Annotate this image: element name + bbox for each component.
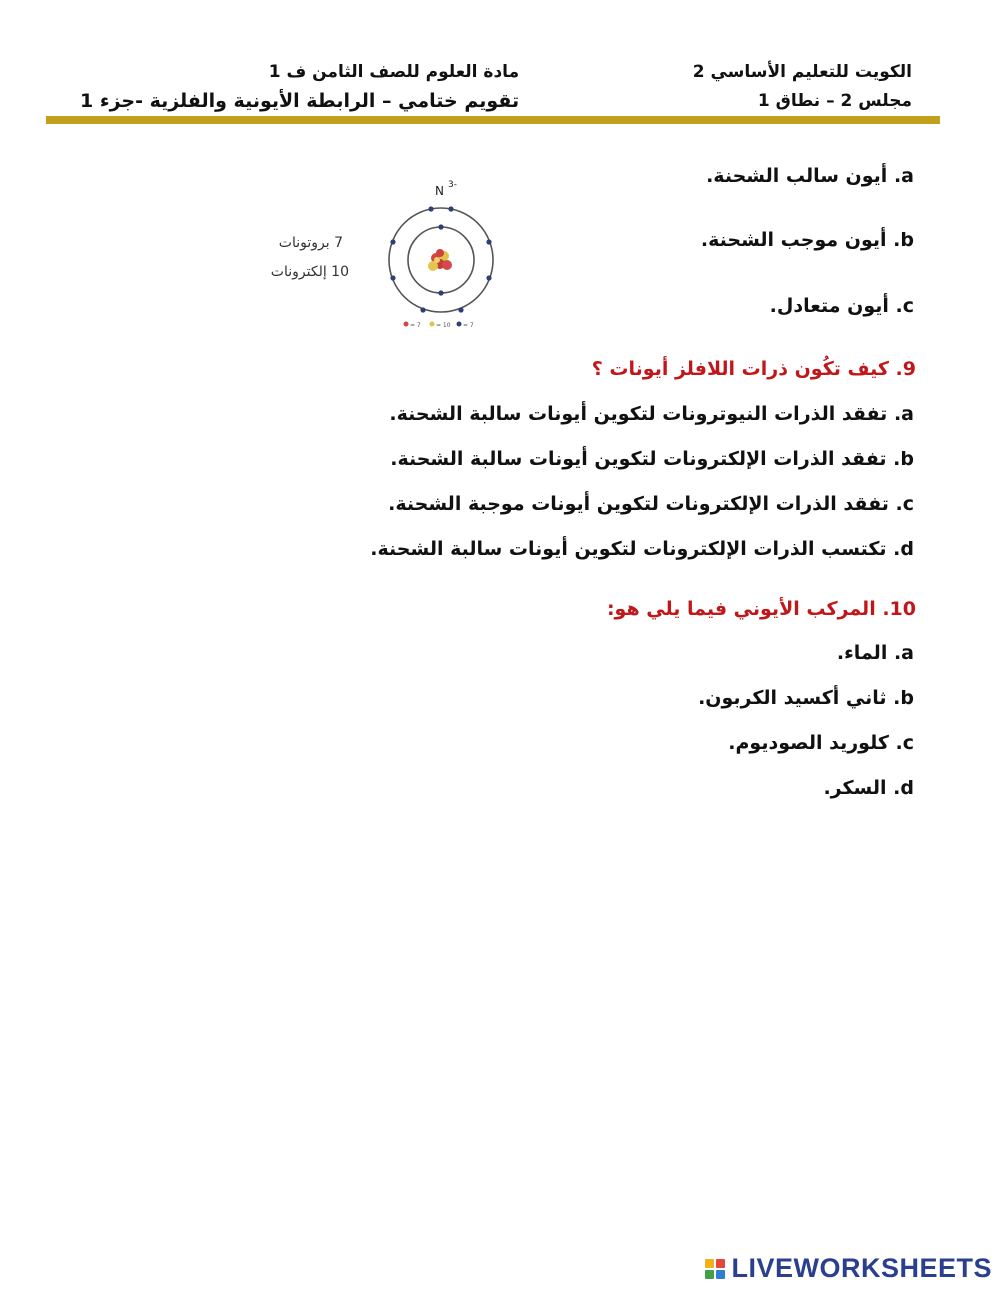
option-text: كلوريد الصوديوم. bbox=[728, 732, 889, 754]
header-assessment-title: تقويم ختامي – الرابطة الأيونية والفلزية -جزء 1 bbox=[80, 90, 520, 112]
q9-option-c[interactable]: c. تفقد الذرات الإلكترونات لتكوين أيونات موجبة الشحنة. bbox=[388, 493, 914, 515]
option-text: تفقد الذرات الإلكترونات لتكوين أيونات موجبة الشحنة. bbox=[388, 493, 889, 515]
atom-charge: 3- bbox=[448, 180, 457, 190]
logo-blocks-icon bbox=[705, 1259, 725, 1279]
q9-option-a[interactable]: a. تفقد الذرات النيوترونات لتكوين أيونات سالبة الشحنة. bbox=[389, 403, 914, 425]
q9-option-d[interactable]: d. تكتسب الذرات الإلكترونات لتكوين أيونات سالبة الشحنة. bbox=[370, 538, 914, 560]
q9-question: 9. كيف تكُون ذرات اللافلز أيونات ؟ bbox=[591, 358, 916, 380]
atom-protons-label: 7 بروتونات bbox=[278, 235, 343, 251]
q9-option-b[interactable]: b. تفقد الذرات الإلكترونات لتكوين أيونات سالبة الشحنة. bbox=[390, 448, 914, 470]
q8-option-b[interactable]: b. أيون موجب الشحنة. bbox=[700, 229, 914, 251]
option-text: أيون موجب الشحنة. bbox=[700, 229, 887, 251]
atom-symbol: N bbox=[435, 184, 444, 198]
q10-option-b[interactable]: b. ثاني أكسيد الكربون. bbox=[698, 687, 914, 709]
option-text: تفقد الذرات الإلكترونات لتكوين أيونات سالبة الشحنة. bbox=[390, 448, 887, 470]
svg-text:= 7: = 7 bbox=[463, 322, 474, 329]
header-school: الكويت للتعليم الأساسي 2 bbox=[692, 62, 912, 82]
q10-option-a[interactable]: a. الماء. bbox=[836, 642, 914, 664]
header-subject: مادة العلوم للصف الثامن ف 1 bbox=[268, 62, 520, 82]
option-text: أيون متعادل. bbox=[769, 295, 889, 317]
option-text: السكر. bbox=[823, 777, 887, 799]
header-council: مجلس 2 – نطاق 1 bbox=[757, 91, 912, 111]
svg-text:= 7: = 7 bbox=[410, 322, 421, 329]
nitrogen-ion-diagram bbox=[378, 170, 508, 330]
option-text: الماء. bbox=[836, 642, 888, 664]
q10-option-d[interactable]: d. السكر. bbox=[823, 777, 914, 799]
option-text: أيون سالب الشحنة. bbox=[706, 165, 888, 187]
header-right bbox=[693, 58, 912, 116]
header-divider bbox=[46, 116, 940, 124]
nucleus bbox=[428, 249, 452, 271]
atom-electrons-label: 10 إلكترونات bbox=[270, 264, 349, 280]
logo-wordmark: LIVEWORKSHEETS bbox=[731, 1253, 992, 1283]
liveworksheets-logo[interactable] bbox=[705, 1253, 992, 1284]
svg-text:= 10: = 10 bbox=[436, 322, 451, 329]
q10-option-c[interactable]: c. كلوريد الصوديوم. bbox=[728, 732, 914, 754]
q10-question: 10. المركب الأيوني فيما يلي هو: bbox=[606, 598, 916, 620]
header-left bbox=[80, 58, 519, 116]
q8-option-a[interactable]: a. أيون سالب الشحنة. bbox=[706, 165, 914, 187]
q8-option-c[interactable]: c. أيون متعادل. bbox=[769, 295, 914, 317]
option-text: ثاني أكسيد الكربون. bbox=[698, 687, 887, 709]
atom-legend bbox=[404, 322, 474, 330]
option-text: تكتسب الذرات الإلكترونات لتكوين أيونات سالبة الشحنة. bbox=[370, 538, 887, 560]
option-text: تفقد الذرات النيوترونات لتكوين أيونات سالبة الشحنة. bbox=[389, 403, 888, 425]
